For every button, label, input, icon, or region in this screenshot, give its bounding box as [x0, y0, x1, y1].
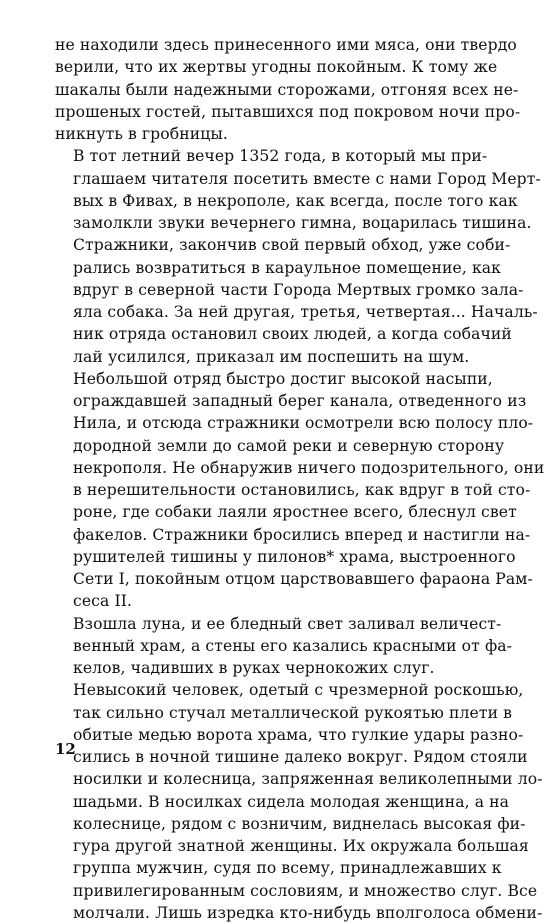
paragraph-1 — [55, 34, 521, 145]
text-line: группа мужчин, судя по всему, принадлежавших к — [73, 859, 502, 878]
paragraph-2 — [55, 145, 541, 234]
text-line: замолкли звуки вечернего гимна, воцарилась тишина. — [73, 214, 532, 232]
text-line: колеснице, рядом с возничим, виднелась высокая фи- — [73, 814, 526, 833]
body-text — [55, 34, 544, 924]
text-line: факелов. Стражники бросились вперед и настигли на- — [73, 525, 531, 544]
text-line: Стражники, закончив свой первый обход, уже соби- — [73, 236, 511, 255]
text-line: ник отряда остановил своих людей, а когда собачий — [73, 325, 512, 344]
text-line: венный храм, а стены его казались красными от фа- — [73, 636, 513, 655]
text-line: гура другой знатной женщины. Их окружала большая — [73, 837, 529, 855]
paragraph-4 — [55, 368, 544, 613]
text-line: прошеных гостей, пытавшихся под покровом ночи про- — [55, 102, 521, 121]
page-number: 12 — [55, 740, 76, 758]
text-line: дородной земли до самой реки и северную сторону — [73, 436, 505, 455]
text-line: вдруг в северной части Города Мертвых громко зала- — [73, 280, 524, 299]
text-line: рались возвратиться в караульное помещение, как — [73, 258, 502, 277]
paragraph-3 — [55, 234, 538, 368]
paragraph-5 — [55, 613, 513, 680]
text-line: сеса II. — [73, 592, 133, 611]
text-line: никнуть в гробницы. — [55, 125, 228, 143]
text-line: так сильно стучал металлической рукоятью плети в — [73, 703, 512, 722]
text-line: Нила, и отсюда стражники осмотрели всю полосу пло- — [73, 414, 534, 433]
text-line: в нерешительности остановились, как вдруг в той сто- — [73, 481, 531, 499]
text-line: глашаем читателя посетить вместе с нами Город Мерт- — [73, 169, 541, 188]
text-line: вых в Фивах, в некрополе, как всегда, после того как — [73, 191, 518, 210]
text-line: лай усилился, приказал им поспешить на шум. — [73, 347, 470, 366]
text-line: сились в ночной тишине далеко вокруг. Рядом стояли — [73, 748, 528, 766]
text-line: носилки и колесница, запряженная великолепными ло- — [73, 770, 543, 789]
text-line: ограждавшей западный берег канала, отведенного из — [73, 392, 527, 410]
text-line: келов, чадивших в руках чернокожих слуг. — [73, 659, 435, 677]
text-line: рушителей тишины у пилонов* храма, выстроенного — [73, 547, 516, 566]
text-line: молчали. Лишь изредка кто-нибудь вполголоса обмени- — [73, 903, 543, 922]
text-line: некрополя. Не обнаружив ничего подозрительного, они — [73, 458, 544, 477]
text-line: привилегированным сословиям, и множество слуг. Все — [73, 881, 538, 900]
paragraph-6 — [55, 679, 543, 924]
text-line: не находили здесь принесенного ими мяса, они твердо — [55, 36, 517, 54]
text-line: шакалы были надежными сторожами, отгоняя всех не- — [55, 80, 519, 99]
text-line: В тот летний вечер 1352 года, в который мы при- — [73, 147, 488, 166]
text-line: шадьми. В носилках сидела молодая женщина, а на — [73, 792, 510, 811]
text-line: Взошла луна, и ее бледный свет заливал величест- — [73, 614, 502, 633]
text-line: обитые медью ворота храма, что гулкие удары разно- — [73, 725, 524, 744]
text-line: Невысокий человек, одетый с чрезмерной роскошью, — [73, 681, 524, 700]
text-line: роне, где собаки лаяли яростнее всего, блеснул свет — [73, 503, 517, 522]
text-line: Небольшой отряд быстро достиг высокой насыпи, — [73, 369, 493, 388]
text-line: Сети I, покойным отцом царствовавшего фараона Рам- — [73, 570, 533, 588]
text-line: верили, что их жертвы угодны покойным. К тому же — [55, 58, 498, 77]
text-line: яла собака. За ней другая, третья, четвертая... Началь- — [73, 303, 538, 321]
